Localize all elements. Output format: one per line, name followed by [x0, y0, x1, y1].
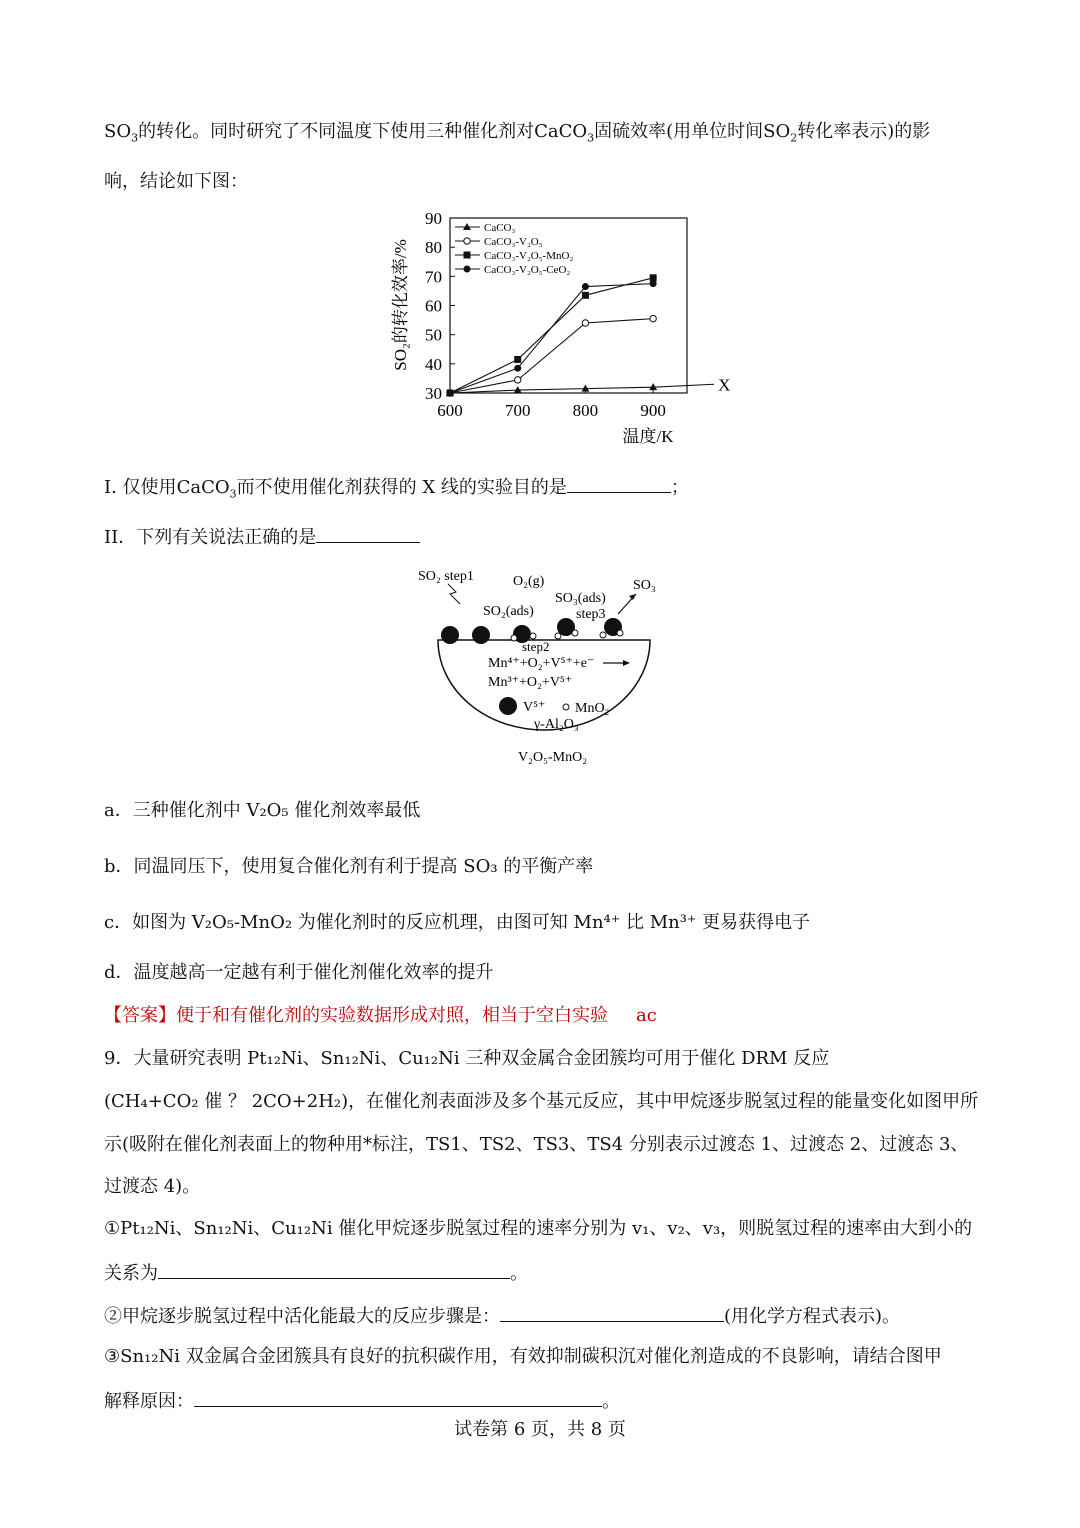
q9-line-3: 示(吸附在催化剂表面上的物种用*标注，TS1、TS2、TS3、TS4 分别表示过渡态 1、过渡态 2、过渡态 3、	[104, 1134, 969, 1155]
series-line	[450, 278, 653, 393]
text: (用化学方程式表示)。	[724, 1306, 901, 1327]
q9-line-4: 过渡态 4)。	[104, 1176, 201, 1197]
series-line	[450, 284, 653, 393]
step2-label: step2	[522, 639, 550, 654]
data-point	[514, 365, 521, 372]
text: 固硫效率(用单位时间	[594, 121, 764, 142]
equation-2: Mn³⁺+O₂+V⁵⁺	[488, 675, 573, 690]
equation-1: Mn⁴⁺+O₂+V⁵⁺+e⁻	[488, 656, 595, 671]
data-point	[582, 283, 589, 290]
text: ②甲烷逐步脱氢过程中活化能最大的反应步骤是：	[104, 1306, 500, 1327]
data-point	[464, 266, 471, 273]
q9-line-1: 9．大量研究表明 Pt₁₂Ni、Sn₁₂Ni、Cu₁₂Ni 三种双金属合金团簇均可用于催化 DRM 反应	[104, 1048, 830, 1069]
series-x-annotation: X	[718, 375, 731, 395]
so2-conversion-chart	[380, 205, 731, 450]
data-point	[582, 320, 588, 326]
text: 转化率表示)的影	[797, 121, 931, 142]
data-point	[650, 315, 656, 321]
y-axis-label: SO₂的转化效率/%	[391, 239, 410, 371]
y-tick-label: 60	[425, 296, 442, 316]
v5-legend-dot	[499, 697, 517, 715]
answer-choice: ac	[636, 1005, 657, 1026]
option-a: a．三种催化剂中 V₂O₅ 催化剂效率最低	[104, 800, 421, 821]
series-layer	[446, 274, 714, 396]
intro-line-1	[104, 120, 930, 151]
sub: 3	[229, 487, 237, 501]
legend-label: CaCO₃-V₂O₅-MnO₂	[484, 250, 574, 262]
o2-label: O₂(g)	[513, 574, 545, 589]
x-tick-label: 700	[504, 401, 531, 420]
sub: 3	[131, 131, 139, 145]
support-label: γ-Al₂O₃	[534, 717, 579, 732]
sub: 2	[790, 131, 798, 145]
diagram-caption: V₂O₅-MnO₂	[518, 750, 588, 765]
text-so3: SO	[104, 121, 132, 142]
answer-line	[104, 1004, 657, 1028]
data-point	[515, 377, 521, 383]
data-point	[650, 280, 657, 287]
mno2-legend-dot	[563, 704, 569, 710]
mno2-legend: MnO₂	[575, 701, 610, 716]
x-tick-label: 600	[437, 401, 463, 420]
x-axis-label: 温度/K	[622, 427, 674, 446]
answer-blank[interactable]	[500, 1303, 724, 1322]
sub: 3	[587, 131, 595, 145]
answer-blank[interactable]	[158, 1260, 510, 1279]
legend-label: CaCO₃-V₂O₅	[484, 236, 543, 248]
v5-legend: V⁵⁺	[523, 700, 546, 715]
series-3	[447, 274, 657, 396]
x-tick-label: 900	[640, 401, 666, 420]
text: 。	[602, 1391, 620, 1412]
step3-label: step3	[576, 607, 606, 622]
legend-label: CaCO₃-V₂O₅-CeO₂	[484, 264, 571, 276]
question-2	[104, 524, 420, 550]
arrow-head	[623, 660, 630, 666]
text: 。	[510, 1263, 528, 1284]
mechanism-diagram	[410, 560, 680, 770]
text: II．下列有关说法正确的是	[104, 527, 317, 548]
data-point	[464, 252, 471, 259]
legend-label: CaCO₃	[484, 222, 516, 234]
answer-blank[interactable]	[567, 474, 671, 493]
q9-line-2: (CH₄+CO₂ 催 ？ 2CO+2H₂)，在催化剂表面涉及多个基元反应，其中甲烷逐步脱氢过程的能量变化如图甲所	[104, 1091, 979, 1112]
y-tick-label: 80	[425, 238, 442, 258]
question-1	[104, 474, 689, 507]
intro-line-2: 响，结论如下图：	[104, 171, 248, 192]
text: 的转化。同时研究了不同温度下使用三种催化剂对	[138, 121, 535, 142]
so3-label: SO₃	[633, 578, 656, 593]
y-tick-label: 70	[425, 267, 442, 287]
arrow-head	[629, 594, 636, 600]
y-tick-label: 40	[425, 354, 442, 374]
text: I. 仅使用	[104, 477, 177, 498]
text-so2: SO	[763, 121, 791, 142]
y-tick-label: 30	[425, 384, 442, 403]
text: 而不使用催化剂获得的 X 线的实验目的是	[236, 477, 567, 498]
answer-text: 【答案】便于和有催化剂的实验数据形成对照，相当于空白实验	[104, 1005, 608, 1026]
q9-sub1-line-1: ①Pt₁₂Ni、Sn₁₂Ni、Cu₁₂Ni 催化甲烷逐步脱氢过程的速率分别为 v₁、v₂、v₃，则脱氢过程的速率由大到小的	[104, 1218, 973, 1239]
q9-sub2	[104, 1303, 900, 1329]
text: 关系为	[104, 1263, 158, 1284]
step1-arrow	[448, 584, 460, 604]
data-point	[582, 292, 589, 299]
series-1	[446, 383, 714, 396]
data-point	[464, 238, 470, 244]
so2-step1-label: SO₂ step1	[418, 569, 474, 584]
data-point	[447, 390, 454, 397]
so3-ads-label: SO₃(ads)	[555, 591, 606, 606]
q9-sub1-line-2	[104, 1260, 528, 1286]
text-caco3: CaCO	[534, 121, 588, 142]
option-b: b．同温同压下，使用复合催化剂有利于提高 SO₃ 的平衡产率	[104, 856, 594, 877]
x-tick-label: 800	[572, 401, 599, 420]
text: 解释原因：	[104, 1391, 194, 1412]
answer-blank[interactable]	[194, 1388, 602, 1407]
text: ；	[670, 477, 689, 498]
so2-ads-label: SO₂(ads)	[483, 604, 534, 619]
y-tick-label: 50	[425, 325, 442, 345]
option-d: d．温度越高一定越有利于催化剂催化效率的提升	[104, 962, 494, 983]
option-c: c．如图为 V₂O₅-MnO₂ 为催化剂时的反应机理，由图可知 Mn⁴⁺ 比 Mn³⁺ 更易获得电子	[104, 912, 811, 933]
legend	[455, 222, 573, 276]
answer-blank[interactable]	[316, 524, 420, 543]
q9-sub3-line-2	[104, 1388, 620, 1414]
y-tick-label: 90	[425, 209, 442, 228]
page-footer: 试卷第 6 页，共 8 页	[454, 1419, 626, 1440]
data-point	[514, 356, 521, 363]
q9-sub3-line-1: ③Sn₁₂Ni 双金属合金团簇具有良好的抗积碳作用，有效抑制碳积沉对催化剂造成的不良影响，请结合图甲	[104, 1346, 942, 1367]
text: CaCO	[176, 477, 230, 498]
